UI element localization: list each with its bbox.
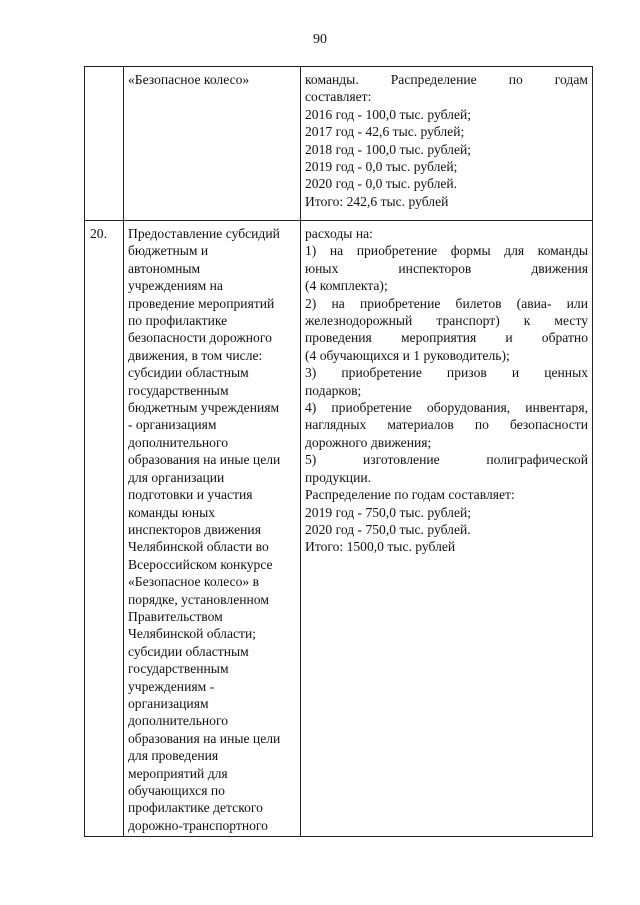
expense-description-line: 2) на приобретение билетов (авиа- или [305,295,588,311]
expense-description-line: юных инспекторов движения [305,260,588,276]
program-table [84,66,593,837]
expense-description-line: 2020 год - 0,0 тыс. рублей. [305,176,458,192]
activity-name-line: инспекторов движения [128,521,261,537]
activity-name-line: профилактике детского [128,800,263,816]
activity-name-line: государственным [128,382,229,398]
activity-name-line: образования на иные цели [128,730,281,746]
expense-description-line: дорожного движения; [305,434,432,450]
row-number-cell [85,67,124,221]
activity-name-line: учреждениям на [128,278,223,294]
activity-name-line: субсидии областным [128,643,249,659]
activity-name-line: Челябинской области во [128,539,269,555]
activity-name-line: дорожно-транспортного [128,817,268,833]
activity-name-line: проведение мероприятий [128,295,275,311]
activity-name-line: - организациям [128,417,217,433]
activity-name-line: Челябинской области; [128,626,257,642]
activity-name-line: учреждениям - [128,678,215,694]
activity-name-line: безопасности дорожного [128,330,272,346]
expense-description-cell [301,67,593,221]
expense-description-line: 2019 год - 750,0 тыс. рублей; [305,504,472,520]
activity-name-cell [124,221,301,837]
activity-name-line: субсидии областным [128,365,249,381]
expense-description-line: подарков; [305,382,362,398]
expense-description-line: 2017 год - 42,6 тыс. рублей; [305,124,465,140]
expense-description-line: железнодорожный транспорт) к месту [305,313,588,329]
activity-name-line: бюджетным учреждениям [128,400,280,416]
expense-description-line: наглядных материалов по безопасности [305,417,588,433]
row-number-cell: 20. [85,221,124,837]
expense-description-line: (4 обучающихся и 1 руководитель); [305,347,510,363]
expense-description-line: 4) приобретение оборудования, инвентаря, [305,400,588,416]
activity-name-line: обучающихся по [128,783,225,798]
expense-description-line: проведения мероприятия и обратно [305,330,588,346]
expense-description-line: 1) на приобретение формы для команды [305,243,588,259]
activity-name-line: порядке, установленном [128,591,269,607]
activity-name-line: образования на иные цели [128,452,281,468]
expense-description-line: (4 комплекта); [305,278,388,294]
activity-name-line: автономным [128,260,201,276]
activity-name-line: движения, в том числе: [128,347,263,363]
expense-description-line: расходы на: [305,226,373,241]
table-row [85,67,593,221]
activity-name-cell [124,67,301,221]
activity-name-line: дополнительного [128,713,229,729]
activity-name-line: для проведения [128,748,219,764]
expense-description-line: команды. Распределение по годам [305,72,588,87]
activity-name-line: команды юных [128,504,216,520]
activity-name-line: Всероссийском конкурсе [128,556,273,572]
activity-name-line: Правительством [128,608,223,624]
expense-description-line: Распределение по годам составляет: [305,487,515,503]
activity-name-line: бюджетным и [128,243,209,259]
expense-description-cell [301,221,593,837]
expense-description-line: Итого: 1500,0 тыс. рублей [305,539,456,555]
expense-description-line: 2016 год - 100,0 тыс. рублей; [305,106,472,122]
activity-name-line: «Безопасное колесо» [128,72,250,87]
page-number: 90 [313,32,327,47]
activity-name-line: мероприятий для [128,765,228,781]
expense-description-line: 2018 год - 100,0 тыс. рублей; [305,141,472,157]
expense-description-line: 2019 год - 0,0 тыс. рублей; [305,159,458,175]
activity-name-line: по профилактике [128,313,228,329]
expense-description-line: 2020 год - 750,0 тыс. рублей. [305,521,471,537]
activity-name-line: Предоставление субсидий [128,226,280,241]
expense-description-line: составляет: [305,89,372,105]
table-row [85,221,593,837]
expense-description-line: продукции. [305,469,372,485]
expense-description-line: 3) приобретение призов и ценных [305,365,588,381]
activity-name-line: «Безопасное колесо» в [128,574,260,590]
expense-description-line: Итого: 242,6 тыс. рублей [305,193,449,209]
expense-description-line: 5) изготовление полиграфической [305,452,588,468]
activity-name-line: подготовки и участия [128,487,253,503]
activity-name-line: организациям [128,695,209,711]
activity-name-line: государственным [128,661,229,677]
activity-name-line: для организации [128,469,225,485]
activity-name-line: дополнительного [128,434,229,450]
